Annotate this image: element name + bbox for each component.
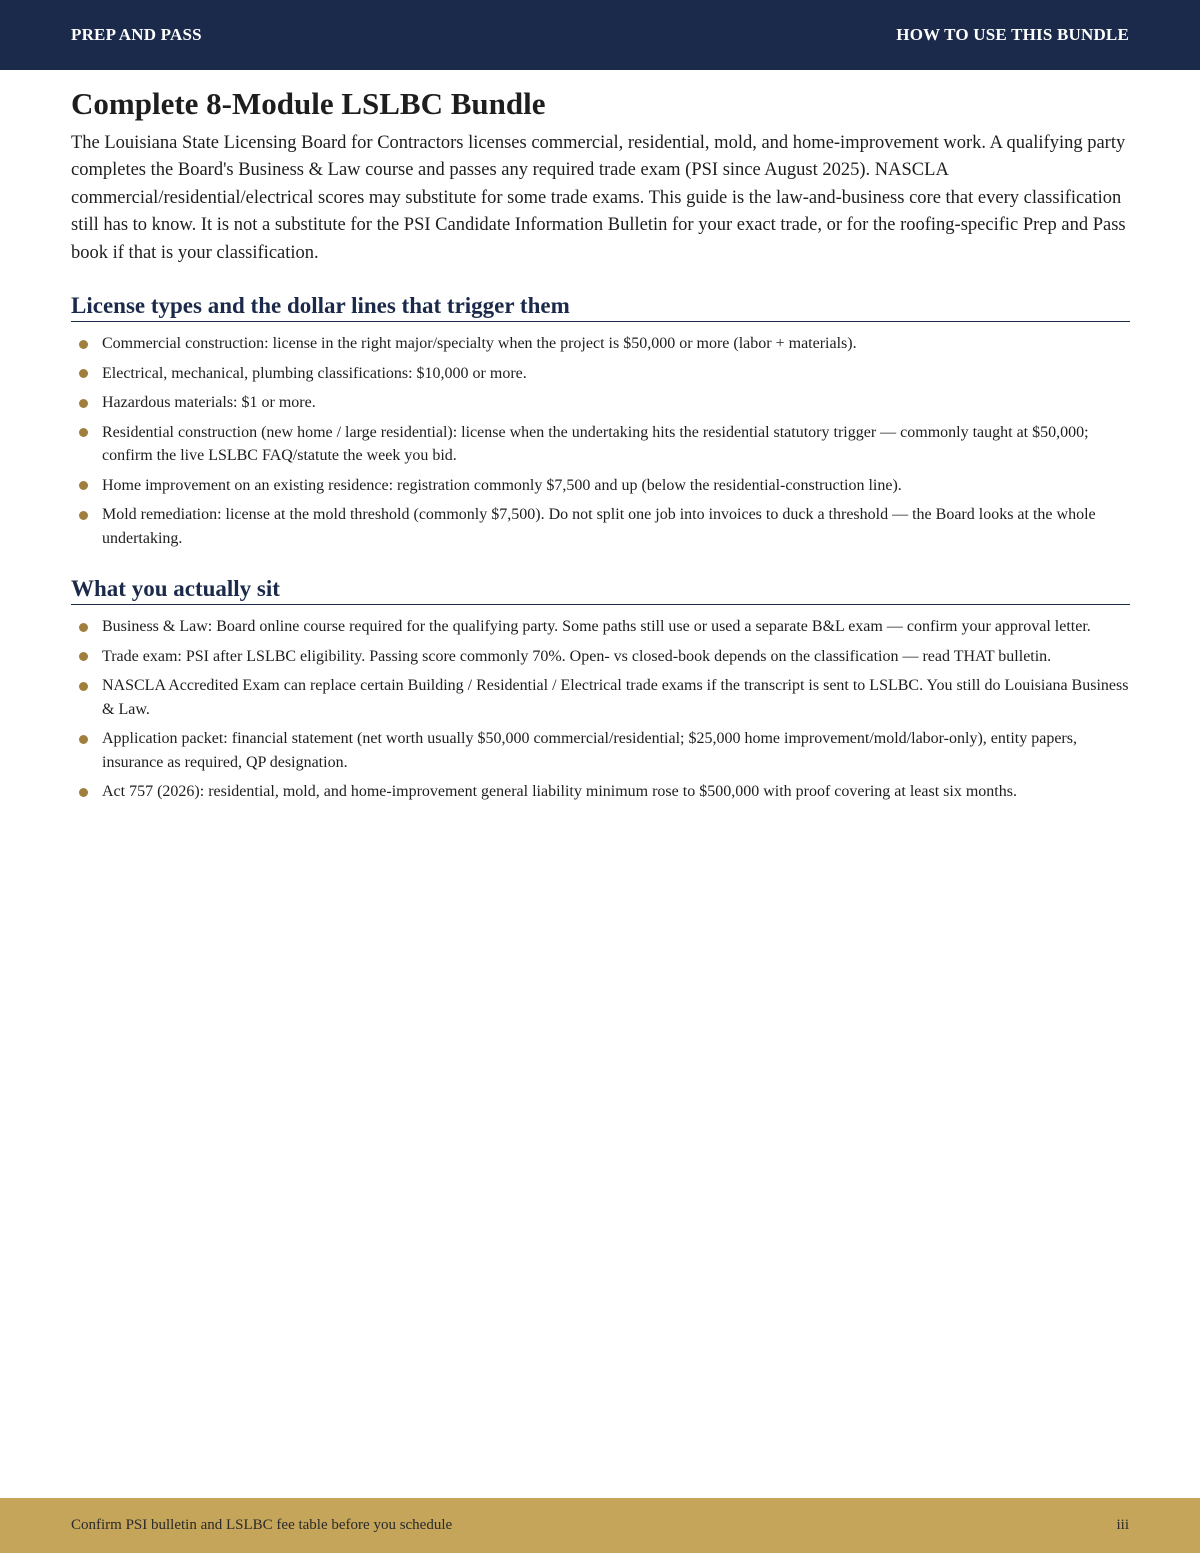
header-right-label: HOW TO USE THIS BUNDLE — [896, 25, 1129, 44]
section-heading-license-types: License types and the dollar lines that trigger them — [71, 291, 1130, 322]
list-item-text: Application packet: financial statement (net worth usually $50,000 commercial/residential; $25,000 home improvement/mold/labor-only), entity papers, insurance as required, QP designation. — [102, 730, 1077, 771]
license-types-list — [71, 332, 1130, 550]
running-footer — [0, 1498, 1200, 1553]
list-item — [71, 727, 1130, 774]
list-item-text: Act 757 (2026): residential, mold, and home-improvement general liability minimum rose to $500,000 with proof covering at least six months. — [102, 783, 1017, 801]
list-item — [71, 391, 1130, 415]
bullet-dot-icon — [79, 735, 88, 744]
list-item-text: NASCLA Accredited Exam can replace certain Building / Residential / Electrical trade exams if the transcript is sent to LSLBC. You still do Louisiana Business & Law. — [102, 677, 1129, 718]
page-title: Complete 8-Module LSLBC Bundle — [71, 86, 546, 121]
header-left-label: PREP AND PASS — [71, 25, 202, 44]
bullet-dot-icon — [79, 788, 88, 797]
list-item — [71, 674, 1130, 721]
bullet-dot-icon — [79, 481, 88, 490]
list-item-text: Electrical, mechanical, plumbing classifications: $10,000 or more. — [102, 364, 527, 382]
list-item-text: Home improvement on an existing residence: registration commonly $7,500 and up (below the residential-construction line). — [102, 476, 902, 494]
bullet-dot-icon — [79, 399, 88, 408]
list-item-text: Hazardous materials: $1 or more. — [102, 394, 316, 412]
bullet-dot-icon — [79, 682, 88, 691]
list-item — [71, 421, 1130, 468]
list-item — [71, 615, 1130, 639]
intro-paragraph: The Louisiana State Licensing Board for Contractors licenses commercial, residential, mold, and home-improvement work. A qualifying party completes the Board's Business & Law course and passes any required trade exam (PSI since August 2025). NASCLA commercial/residential/electrical scores may substitute for some trade exams. This guide is the law-and-business core that every classification still has to know. It is not a substitute for the PSI Candidate Information Bulletin for your exact trade, or for the roofing-specific Prep and Pass book if that is your classification. — [71, 133, 1126, 263]
list-item-text: Residential construction (new home / large residential): license when the undertaking hits the residential statutory trigger — commonly taught at $50,000; confirm the live LSLBC FAQ/statute the week you bid. — [102, 423, 1089, 465]
what-you-sit-list — [71, 615, 1130, 804]
list-item — [71, 780, 1130, 804]
list-item-text: Business & Law: Board online course required for the qualifying party. Some paths still use or used a separate B&L exam — confirm your approval letter. — [102, 618, 1091, 636]
list-item — [71, 645, 1130, 669]
list-item-text: Mold remediation: license at the mold threshold (commonly $7,500). Do not split one job into invoices to duck a threshold — the Board looks at the whole undertaking. — [102, 506, 1096, 547]
page-number: iii — [1116, 1517, 1129, 1533]
list-item-text: Trade exam: PSI after LSLBC eligibility. Passing score commonly 70%. Open- vs closed-book depends on the classification — read THAT bulletin. — [102, 647, 1052, 665]
list-item — [71, 332, 1130, 356]
bullet-dot-icon — [79, 511, 88, 520]
section-heading-what-you-sit: What you actually sit — [71, 574, 1130, 605]
bullet-dot-icon — [79, 652, 88, 661]
list-item — [71, 362, 1130, 386]
page-content — [71, 84, 1130, 810]
list-item-text: Commercial construction: license in the right major/specialty when the project is $50,000 or more (labor + materials). — [102, 335, 857, 353]
list-item — [71, 503, 1130, 550]
bullet-dot-icon — [79, 340, 88, 349]
running-header — [0, 0, 1200, 70]
bullet-dot-icon — [79, 428, 88, 437]
bullet-dot-icon — [79, 369, 88, 378]
list-item — [71, 474, 1130, 498]
footer-note: Confirm PSI bulletin and LSLBC fee table before you schedule — [71, 1517, 453, 1533]
bullet-dot-icon — [79, 623, 88, 632]
